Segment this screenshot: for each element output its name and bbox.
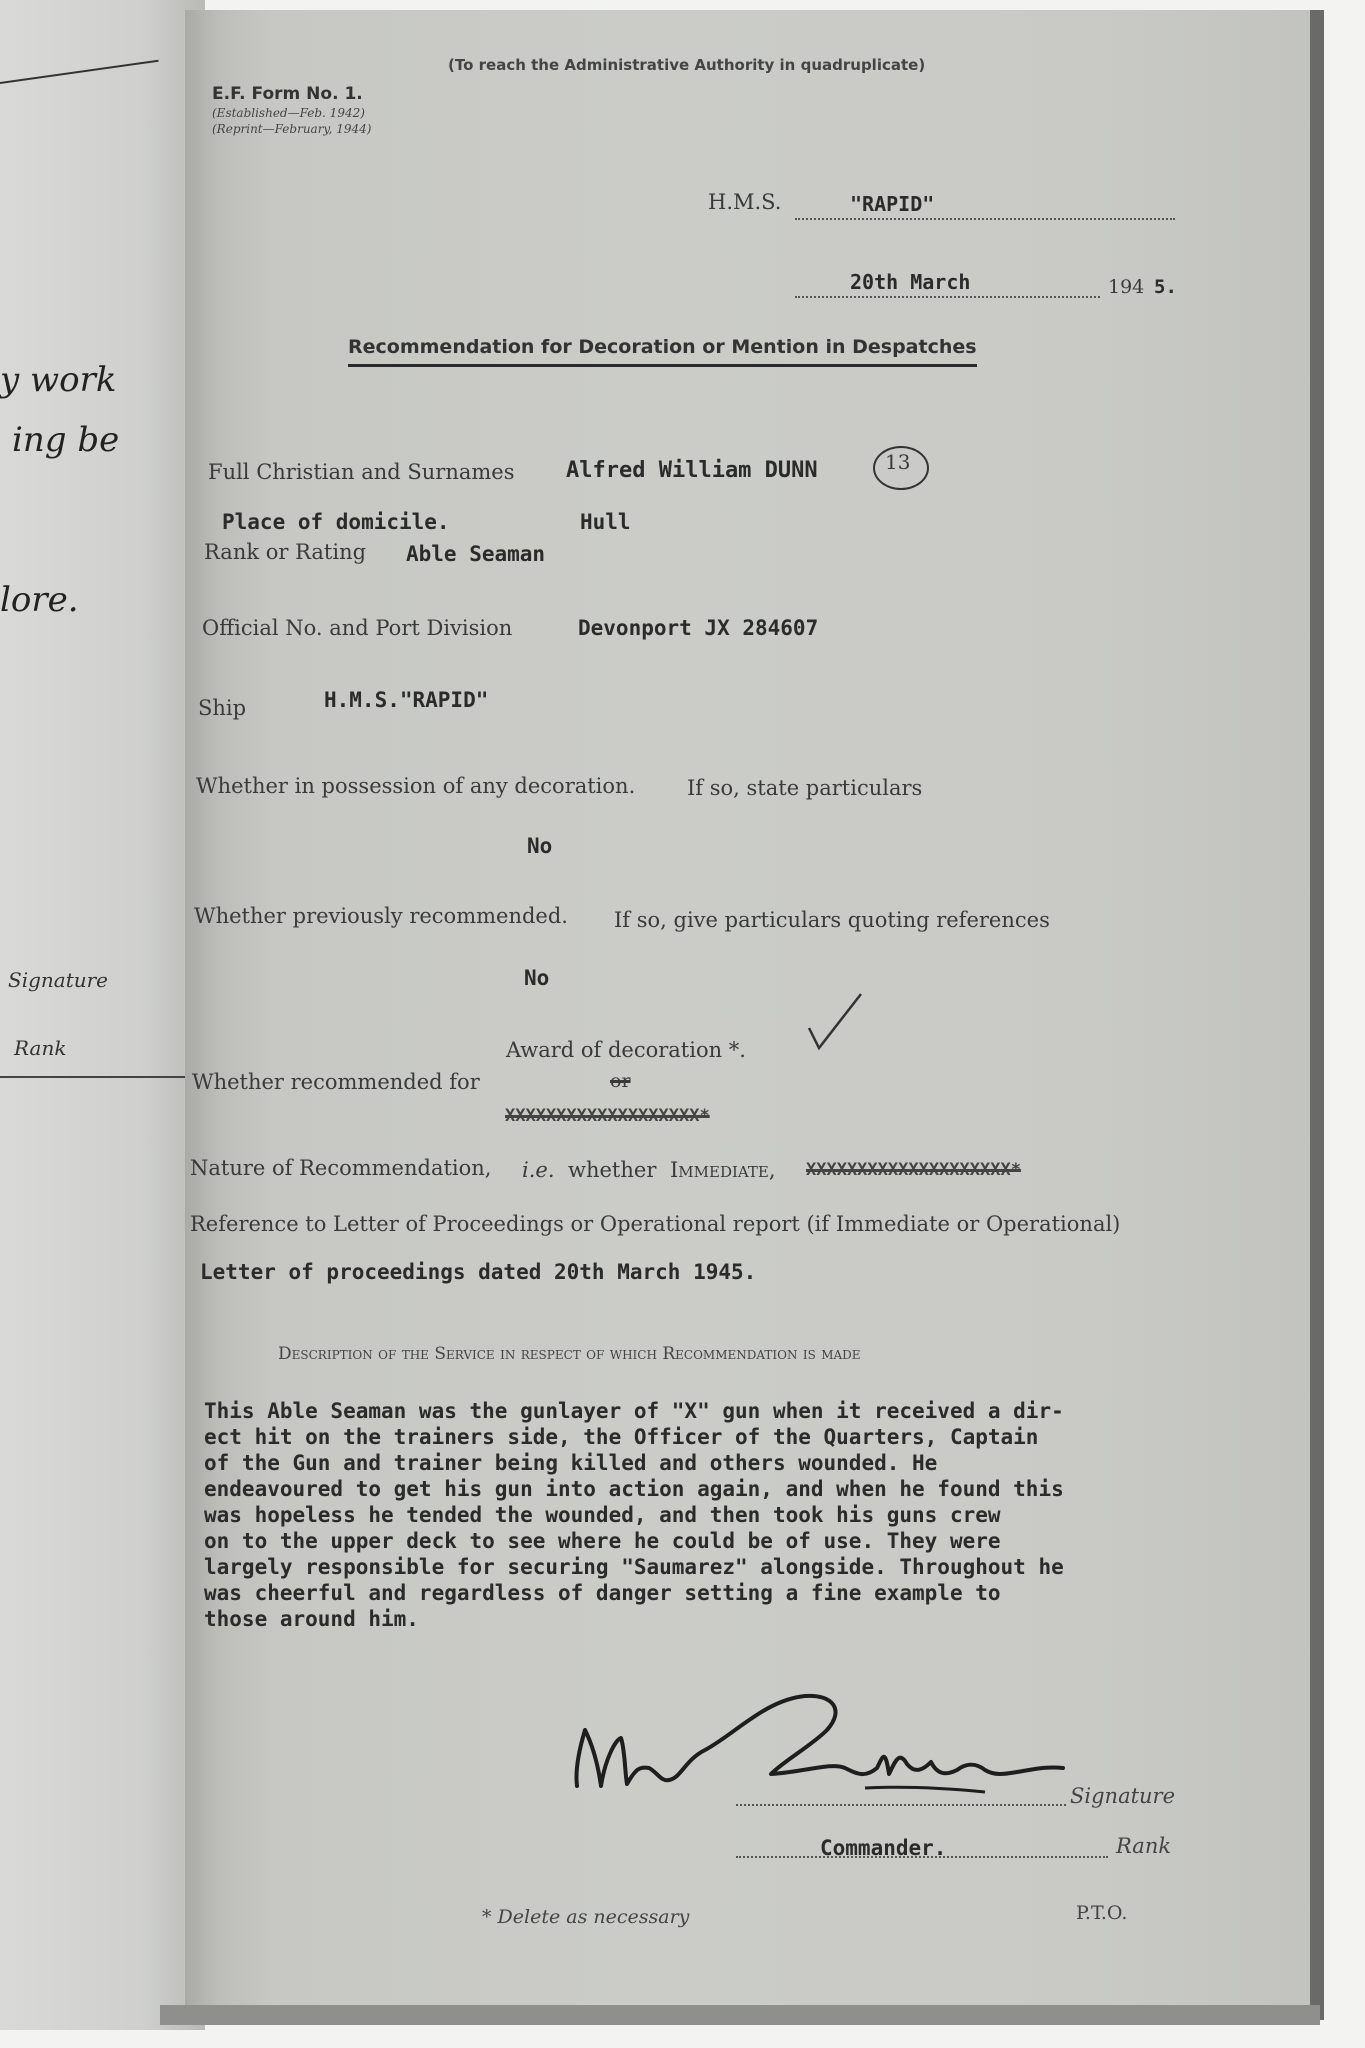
signatory-rank-label: Rank [1116, 1834, 1172, 1858]
year-prefix: 194 [1108, 276, 1145, 298]
reference-label: Reference to Letter of Proceedings or Operational report (if Immediate or Operational) [190, 1212, 1121, 1236]
description-line-5: was hopeless he tended the wounded, and then took his guns crew [204, 1503, 1001, 1527]
underlying-signature-label: Signature [8, 968, 109, 992]
description-line-1: This Able Seaman was the gunlayer of "X" gun when it received a dir- [204, 1399, 1064, 1423]
signatory-rank-value: Commander. [820, 1836, 947, 1860]
previous-value: No [524, 966, 550, 990]
rank-value: Able Seaman [406, 542, 546, 566]
signature-label: Signature [1070, 1784, 1176, 1808]
nature-immediate: Immediate, [670, 1158, 776, 1182]
circled-number-text: 13 [885, 450, 911, 474]
underlying-rule-2 [0, 1076, 200, 1078]
handwritten-note-line-3: lore. [0, 580, 79, 620]
official-label: Official No. and Port Division [202, 616, 513, 640]
description-line-9: those around him. [204, 1607, 419, 1631]
delete-note: * Delete as necessary [482, 1906, 690, 1928]
decoration-value: No [527, 834, 553, 858]
signature-dotted-line [736, 1780, 1066, 1806]
name-label: Full Christian and Surnames [208, 460, 515, 484]
hms-label: H.M.S. [708, 190, 782, 214]
nature-ie: i.e. [522, 1158, 555, 1182]
nature-whether: whether [568, 1158, 657, 1182]
previous-hint: If so, give particulars quoting references [614, 908, 1050, 932]
distribution-note: (To reach the Administrative Authority in quadruplicate) [448, 56, 926, 74]
handwritten-note-line-1: y work [0, 360, 117, 400]
handwritten-note-line-2: ing be [12, 420, 120, 460]
pto-marker: P.T.O. [1076, 1902, 1128, 1924]
underlying-sheet [0, 0, 205, 2030]
description-line-8: was cheerful and regardless of danger setting a fine example to [204, 1581, 1001, 1605]
form-number: E.F. Form No. 1. [212, 84, 363, 104]
underlying-rank-label: Rank [14, 1036, 67, 1060]
page-title: Recommendation for Decoration or Mention in Despatches [348, 336, 977, 367]
ship-label: Ship [198, 696, 247, 720]
reference-value: Letter of proceedings dated 20th March 1945. [200, 1260, 757, 1284]
sheet-shadow-edge [1310, 10, 1324, 2020]
recommended-label: Whether recommended for [192, 1070, 480, 1094]
description-line-2: ect hit on the trainers side, the Officer of the Quarters, Captain [204, 1425, 1039, 1449]
name-value: Alfred William DUNN [566, 458, 818, 483]
award-option: Award of decoration *. [506, 1038, 746, 1062]
description-line-4: endeavoured to get his gun into action again, and when he found this [204, 1477, 1064, 1501]
rank-label: Rank or Rating [204, 540, 367, 564]
form-established: (Established—Feb. 1942) [212, 106, 365, 120]
domicile-value: Hull [580, 510, 631, 534]
year-suffix: 5. [1154, 276, 1177, 298]
scanner-edge [160, 2005, 1320, 2025]
description-line-7: largely responsible for securing "Saumarez" alongside. Throughout he [204, 1555, 1064, 1579]
description-line-3: of the Gun and trainer being killed and others wounded. He [204, 1451, 938, 1475]
ship-value: H.M.S."RAPID" [324, 688, 489, 712]
official-value: Devonport JX 284607 [578, 616, 819, 640]
date-value: 20th March [850, 270, 971, 294]
decoration-hint: If so, state particulars [687, 776, 923, 800]
domicile-label: Place of domicile. [222, 510, 450, 534]
or-struck: or [610, 1070, 631, 1092]
mention-option-struck: XXXXXXXXXXXXXXXXXXX* [505, 1106, 710, 1126]
form-reprint: (Reprint—February, 1944) [212, 122, 372, 136]
previous-label: Whether previously recommended. [194, 904, 568, 928]
decoration-label: Whether in possession of any decoration. [196, 774, 636, 798]
check-mark-icon [805, 990, 865, 1060]
description-line-6: on to the upper deck to see where he could be of use. They were [204, 1529, 1001, 1553]
nature-struck-options: XXXXXXXXXXXXXXXXXXXX* [806, 1160, 1021, 1180]
nature-label: Nature of Recommendation, [190, 1156, 492, 1180]
hms-value: "RAPID" [850, 192, 935, 216]
description-heading: Description of the Service in respect of which Recommendation is made [278, 1344, 861, 1364]
